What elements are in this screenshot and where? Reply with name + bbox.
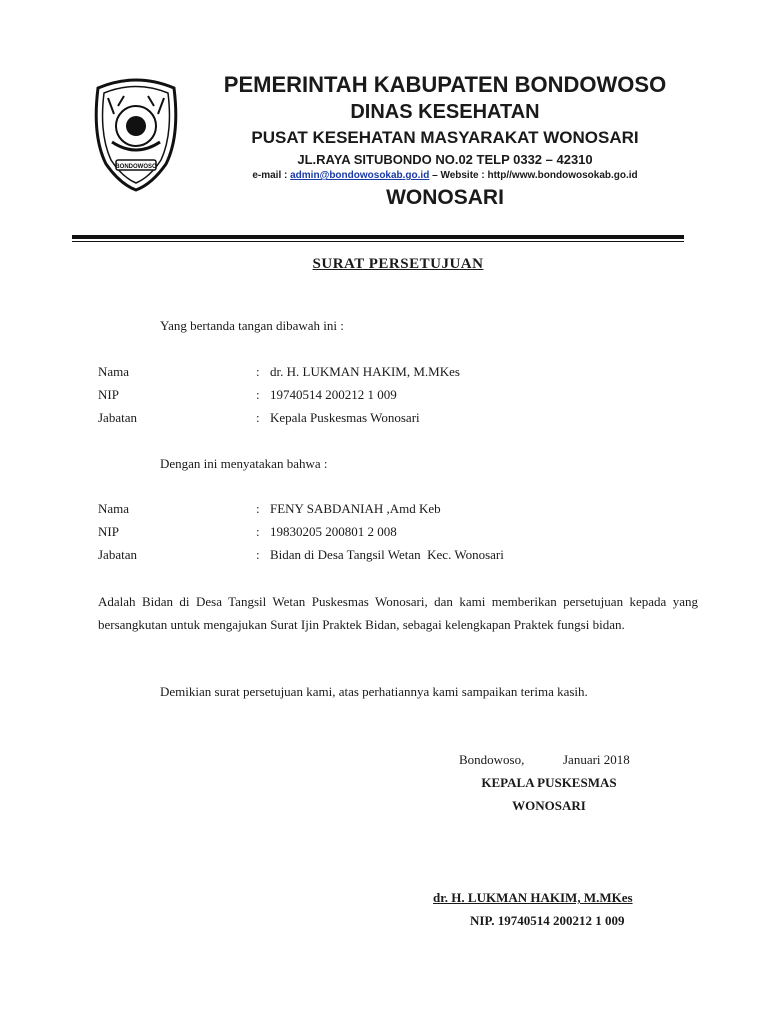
signer-name-label: Nama: [98, 364, 130, 379]
document-title: SURAT PERSETUJUAN: [312, 256, 484, 272]
signature-date: Januari 2018: [563, 752, 630, 767]
header-rule-thick: [72, 235, 684, 239]
email-link[interactable]: admin@bondowosokab.go.id: [290, 170, 430, 181]
signer-name-value: dr. H. LUKMAN HAKIM, M.MKes: [270, 364, 460, 379]
colon: :: [256, 387, 260, 402]
signature-place: Bondowoso,: [459, 752, 525, 767]
intro-text: Yang bertanda tangan dibawah ini :: [160, 318, 344, 333]
header-rule-thin: [72, 241, 684, 242]
signature-position-place: WONOSARI: [512, 798, 586, 813]
statement-text: Dengan ini menyatakan bahwa :: [160, 456, 328, 471]
header-department: DINAS KESEHATAN: [350, 101, 540, 123]
subject-name-label: Nama: [98, 501, 130, 516]
subject-position-label: Jabatan: [98, 547, 137, 562]
logo-label: BONDOWOSO: [115, 164, 157, 170]
signer-position-label: Jabatan: [98, 410, 137, 425]
signer-position-value: Kepala Puskesmas Wonosari: [270, 410, 420, 425]
subject-nip-value: 19830205 200801 2 008: [270, 524, 397, 539]
closing-text: Demikian surat persetujuan kami, atas perhatiannya kami sampaikan terima kasih.: [160, 684, 588, 699]
header-address: JL.RAYA SITUBONDO NO.02 TELP 0332 – 42310: [297, 152, 593, 167]
website-text: – Website : http//www.bondowosokab.go.id: [429, 170, 638, 181]
subject-nip-label: NIP: [98, 524, 119, 539]
signature-position-title: KEPALA PUSKESMAS: [481, 775, 617, 790]
subject-position-value: Bidan di Desa Tangsil Wetan Kec. Wonosari: [270, 547, 504, 562]
colon: :: [256, 410, 260, 425]
signature-name: dr. H. LUKMAN HAKIM, M.MKes: [433, 890, 633, 905]
email-prefix: e-mail :: [252, 170, 291, 181]
body-paragraph: Adalah Bidan di Desa Tangsil Wetan Puskesmas Wonosari, dan kami memberikan persetujuan kepada yang bersangkutan untuk mengajukan Surat Ijin Praktek Bidan, sebagai kelengkapan Praktek fungsi bidan.: [98, 594, 698, 632]
subject-name-value: FENY SABDANIAH ,Amd Keb: [270, 501, 441, 516]
colon: :: [256, 524, 260, 539]
signer-nip-label: NIP: [98, 387, 119, 402]
header-puskesmas: PUSAT KESEHATAN MASYARAKAT WONOSARI: [251, 128, 639, 147]
regency-logo: [90, 76, 182, 192]
signer-nip-value: 19740514 200212 1 009: [270, 387, 397, 402]
header-contact: [180, 170, 710, 181]
header-city: WONOSARI: [386, 186, 504, 209]
colon: :: [256, 501, 260, 516]
header-government: PEMERINTAH KABUPATEN BONDOWOSO: [223, 72, 667, 97]
colon: :: [256, 364, 260, 379]
signature-nip: NIP. 19740514 200212 1 009: [470, 913, 625, 928]
colon: :: [256, 547, 260, 562]
